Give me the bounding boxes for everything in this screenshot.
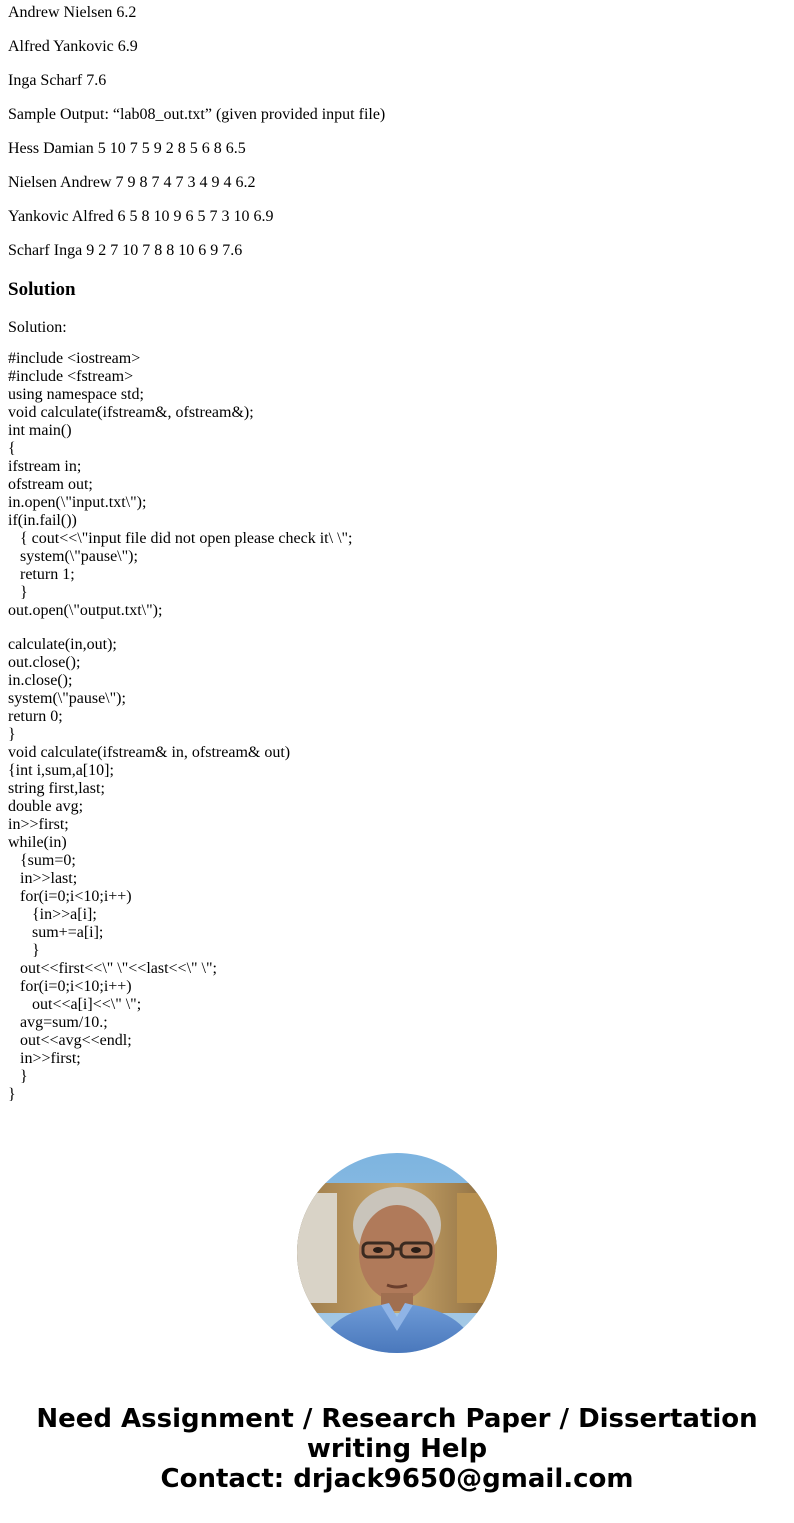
text-line: Nielsen Andrew 7 9 8 7 4 7 3 4 9 4 6.2 — [8, 174, 256, 191]
promo-contact: Contact: drjack9650@gmail.com — [160, 1464, 634, 1494]
code-line: sum+=a[i]; — [8, 924, 104, 941]
code-line: int main() — [8, 422, 72, 439]
text-line: Andrew Nielsen 6.2 — [8, 4, 137, 21]
code-line: using namespace std; — [8, 386, 144, 403]
code-line: system(\"pause\"); — [8, 548, 138, 565]
code-line: while(in) — [8, 834, 67, 851]
text-line: Hess Damian 5 10 7 5 9 2 8 5 6 8 6.5 — [8, 140, 246, 157]
code-line: out.open(\"output.txt\"); — [8, 602, 163, 619]
document-body — [8, 0, 786, 1104]
code-line: out<<first<<\" \"<<last<<\" \"; — [8, 960, 217, 977]
code-line: in>>first; — [8, 1050, 81, 1067]
code-line: } — [8, 1068, 28, 1085]
code-line: {in>>a[i]; — [8, 906, 97, 923]
code-line: void calculate(ifstream& in, ofstream& out) — [8, 744, 291, 761]
code-line: in>>first; — [8, 816, 69, 833]
code-line: {int i,sum,a[10]; — [8, 762, 114, 779]
solution-heading: Solution — [8, 279, 76, 300]
code-line: } — [8, 942, 40, 959]
code-line: void calculate(ifstream&, ofstream&); — [8, 404, 254, 421]
promo-banner — [0, 1404, 794, 1494]
promo-line-1: Need Assignment / Research Paper / Dissertation — [36, 1404, 758, 1434]
code-line: for(i=0;i<10;i++) — [8, 978, 132, 995]
code-line: if(in.fail()) — [8, 512, 77, 529]
code-line: ifstream in; — [8, 458, 82, 475]
code-line: in>>last; — [8, 870, 78, 887]
text-line: Inga Scharf 7.6 — [8, 72, 107, 89]
code-line: system(\"pause\"); — [8, 690, 126, 707]
code-line: {sum=0; — [8, 852, 76, 869]
code-line: out<<avg<<endl; — [8, 1032, 132, 1049]
code-line: { — [8, 440, 16, 457]
code-line: double avg; — [8, 798, 84, 815]
code-line: avg=sum/10.; — [8, 1014, 108, 1031]
code-line: } — [8, 1086, 16, 1103]
code-line: { cout<<\"input file did not open please check it\ \"; — [8, 530, 353, 547]
code-line: return 0; — [8, 708, 63, 725]
code-line: } — [8, 584, 28, 601]
text-line: Scharf Inga 9 2 7 10 7 8 8 10 6 9 7.6 — [8, 242, 243, 259]
code-line: out<<a[i]<<\" \"; — [8, 996, 142, 1013]
code-line: ofstream out; — [8, 476, 93, 493]
code-line: } — [8, 726, 16, 743]
sample-output-label: Sample Output: “lab08_out.txt” (given provided input file) — [8, 106, 386, 123]
code-line: out.close(); — [8, 654, 81, 671]
text-line: Yankovic Alfred 6 5 8 10 9 6 5 7 3 10 6.9 — [8, 208, 274, 225]
code-block-main — [8, 350, 786, 620]
code-line: string first,last; — [8, 780, 105, 797]
author-avatar — [297, 1153, 497, 1353]
solution-label: Solution: — [8, 319, 67, 336]
code-block-calculate — [8, 636, 786, 1104]
text-line: Alfred Yankovic 6.9 — [8, 38, 138, 55]
code-line: #include <iostream> — [8, 350, 141, 367]
code-line: in.open(\"input.txt\"); — [8, 494, 147, 511]
code-line: for(i=0;i<10;i++) — [8, 888, 132, 905]
code-line: return 1; — [8, 566, 75, 583]
promo-line-2: writing Help — [306, 1434, 488, 1464]
code-line: in.close(); — [8, 672, 73, 689]
code-line: calculate(in,out); — [8, 636, 117, 653]
code-line: #include <fstream> — [8, 368, 134, 385]
